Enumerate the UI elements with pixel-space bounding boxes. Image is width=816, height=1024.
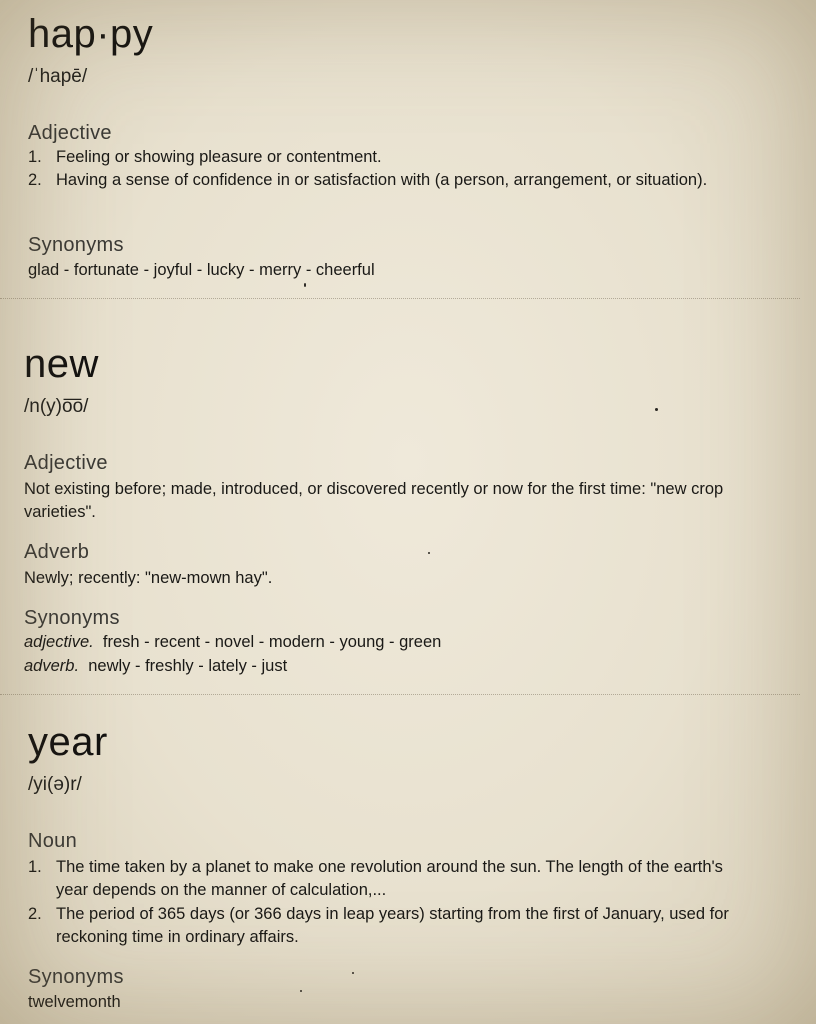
synonyms-group-words: newly - freshly - lately - just bbox=[88, 657, 288, 675]
definition-text: The time taken by a planet to make one revolution around the sun. The length of the earth's year depends on the manner of calculation,... bbox=[56, 858, 723, 899]
definition-text: Not existing before; made, introduced, or discovered recently or now for the first time: "new crop varieties". bbox=[24, 480, 724, 521]
definition-text: Newly; recently: "new-mown hay". bbox=[24, 569, 273, 587]
pronunciation: /n(y)o͞o/ bbox=[24, 396, 89, 417]
paper-speck bbox=[655, 408, 658, 411]
part-of-speech: Adjective bbox=[28, 122, 112, 144]
synonyms-adverb bbox=[24, 657, 287, 676]
definition-number: 2. bbox=[28, 171, 42, 189]
synonyms-heading: Synonyms bbox=[28, 966, 124, 988]
synonyms-heading: Synonyms bbox=[28, 234, 124, 256]
part-of-speech: Adverb bbox=[24, 541, 90, 563]
synonyms-group-words: fresh - recent - novel - modern - young - green bbox=[102, 633, 442, 651]
paper-speck bbox=[352, 972, 354, 974]
synonyms-list: twelvemonth bbox=[28, 993, 121, 1011]
paper-speck bbox=[300, 990, 302, 992]
paper-speck bbox=[304, 283, 306, 287]
definition-number: 1. bbox=[28, 148, 42, 166]
synonyms-adjective bbox=[24, 633, 441, 652]
headword: year bbox=[28, 720, 108, 764]
definition-number: 1. bbox=[28, 858, 42, 876]
definition-text: The period of 365 days (or 366 days in leap years) starting from the first of January, used for reckoning time in ordinary affairs. bbox=[56, 905, 729, 946]
headword: hap·py bbox=[28, 12, 154, 56]
headword: new bbox=[24, 342, 99, 386]
pronunciation: /ˈhapē/ bbox=[28, 66, 88, 87]
part-of-speech: Adjective bbox=[24, 452, 108, 474]
paper-speck bbox=[428, 552, 430, 554]
synonyms-heading: Synonyms bbox=[24, 607, 120, 629]
part-of-speech: Noun bbox=[28, 830, 78, 852]
synonyms-list: glad - fortunate - joyful - lucky - merry - cheerful bbox=[28, 261, 375, 279]
definition-text: Feeling or showing pleasure or contentment. bbox=[56, 148, 382, 166]
definition-number: 2. bbox=[28, 905, 42, 923]
entry-divider bbox=[0, 694, 800, 695]
synonyms-group-label: adjective. bbox=[24, 633, 94, 651]
definition-text: Having a sense of confidence in or satisfaction with (a person, arrangement, or situation). bbox=[56, 171, 708, 189]
entry-divider bbox=[0, 298, 800, 299]
synonyms-group-label: adverb. bbox=[24, 657, 80, 675]
pronunciation: /yi(ə)r/ bbox=[28, 774, 82, 795]
